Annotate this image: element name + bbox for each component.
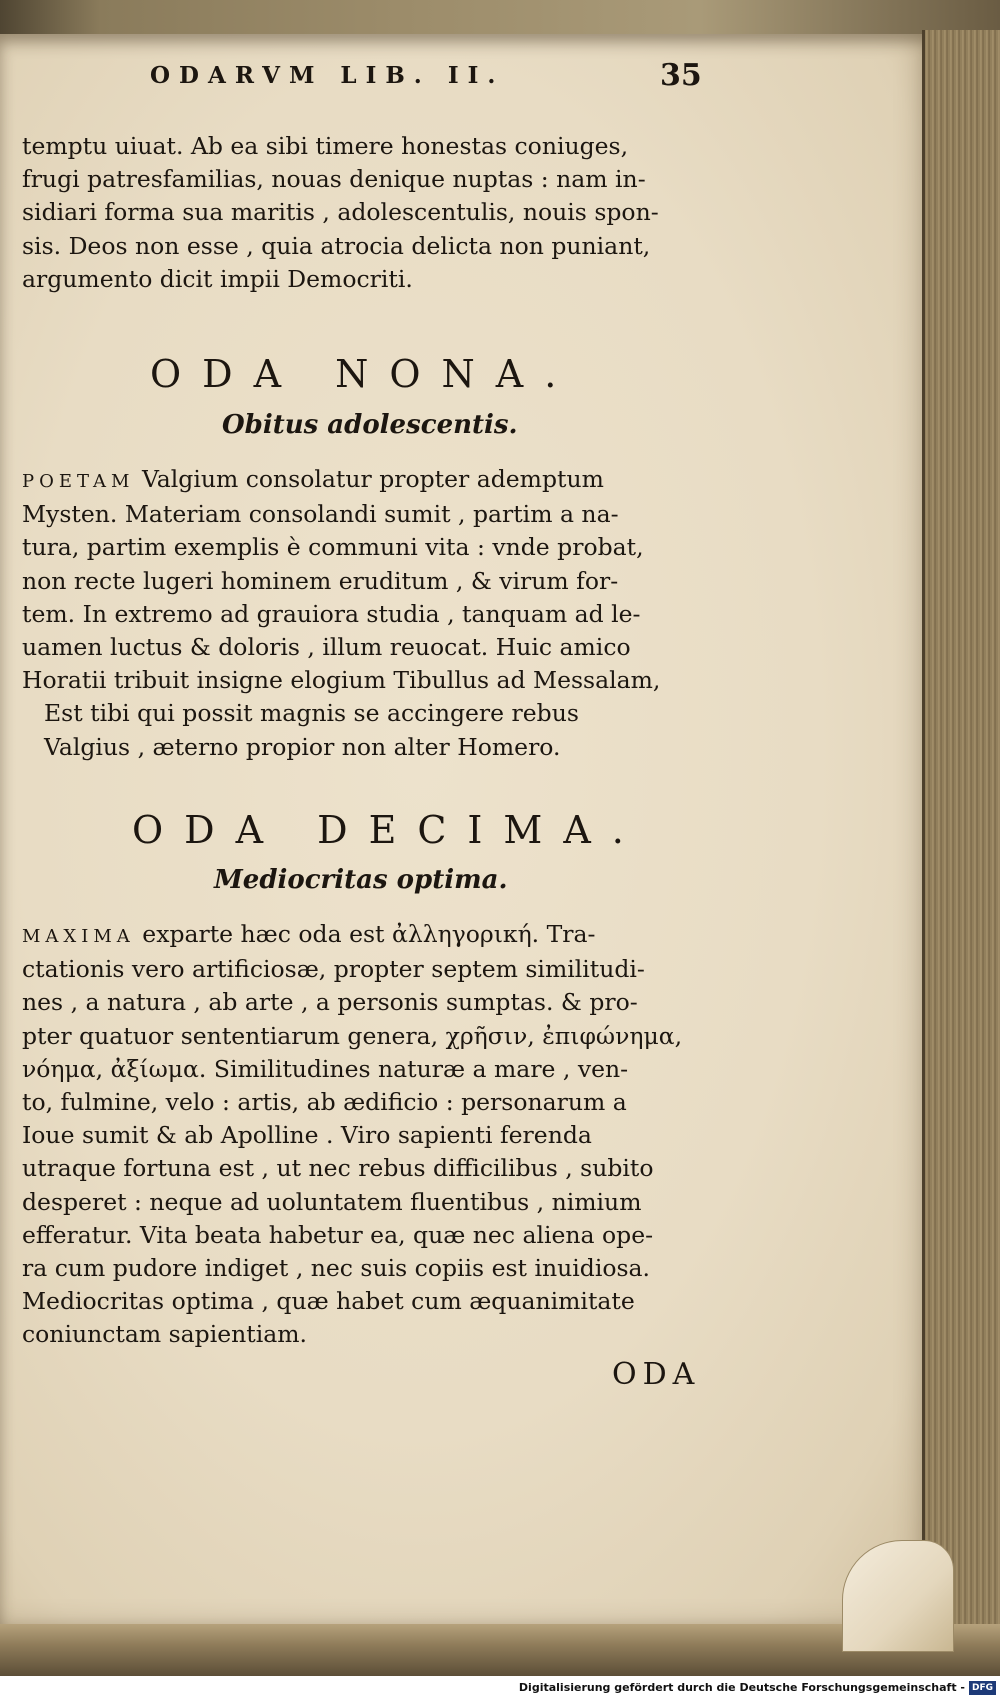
text-line: uamen luctus & doloris , illum reuocat. Huic amico bbox=[22, 633, 631, 662]
text-line: temptu uiuat. Ab ea sibi timere honestas coniuges, bbox=[22, 132, 629, 160]
verse-line: Valgius , æterno propior non alter Homero. bbox=[44, 732, 561, 761]
text-line: ra cum pudore indiget , nec suis copiis est inuidiosa. bbox=[22, 1254, 651, 1283]
verse-line: Est tibi qui possit magnis se accingere rebus bbox=[44, 699, 579, 728]
text-line: Mediocritas optima , quæ habet cum æquanimitate bbox=[22, 1287, 635, 1316]
catchword: ODA bbox=[612, 1357, 701, 1392]
lead-word: POETAM bbox=[22, 471, 135, 492]
text-line: non recte lugeri hominem eruditum , & virum for- bbox=[22, 566, 619, 595]
ode-9-subtitle: Obitus adolescentis. bbox=[222, 410, 518, 440]
text-line: νόημα, ἀξίωμα. Similitudines naturæ a mare , ven- bbox=[22, 1054, 629, 1083]
page-number: 35 bbox=[660, 58, 702, 93]
ode-9-title: ODA NONA. bbox=[150, 352, 578, 396]
ode-10-subtitle: Mediocritas optima. bbox=[214, 865, 508, 895]
book-top-edge bbox=[0, 0, 1000, 36]
text-line bbox=[22, 463, 722, 498]
ode-10-title: ODA DECIMA. bbox=[132, 808, 645, 852]
text-line: ctationis vero artificiosæ, propter septem similitudi- bbox=[22, 955, 645, 984]
paragraph-continuation bbox=[22, 130, 722, 296]
text-line: frugi patresfamilias, nouas denique nuptas : nam in- bbox=[22, 165, 646, 194]
book-fore-edge bbox=[922, 30, 1000, 1630]
ode-10-argument bbox=[22, 918, 722, 1352]
text-line: sis. Deos non esse , quia atrocia delicta non puniant, bbox=[22, 231, 651, 260]
text-line: Mysten. Materiam consolandi sumit , partim a na- bbox=[22, 500, 619, 529]
text-line: Horatii tribuit insigne elogium Tibullus ad Messalam, bbox=[22, 666, 661, 695]
footer-credit-text: Digitalisierung gefördert durch die Deutsche Forschungsgemeinschaft - bbox=[518, 1681, 965, 1694]
page-corner-curl bbox=[842, 1540, 954, 1652]
lead-word: MAXIMA bbox=[22, 926, 135, 947]
text-line: pter quatuor sententiarum genera, χρῆσιν, ἐπιφώνημα, bbox=[22, 1021, 683, 1050]
text-line: tura, partim exemplis è communi vita : vnde probat, bbox=[22, 533, 644, 562]
dfg-logo-icon: DFG bbox=[969, 1681, 996, 1695]
text-line: nes , a natura , ab arte , a personis sumptas. & pro- bbox=[22, 988, 638, 1017]
lead-line-rest: exparte hæc oda est ἀλληγορική. Tra- bbox=[142, 920, 596, 948]
text-line: coniunctam sapientiam. bbox=[22, 1320, 307, 1349]
text-line: to, fulmine, velo : artis, ab ædificio : personarum a bbox=[22, 1088, 627, 1117]
text-line: argumento dicit impii Democriti. bbox=[22, 264, 413, 293]
text-line: tem. In extremo ad grauiora studia , tanquam ad le- bbox=[22, 599, 641, 628]
ode-9-argument bbox=[22, 463, 722, 764]
running-head: ODARVM LIB. II. bbox=[150, 62, 505, 89]
text-line: Ioue sumit & ab Apolline . Viro sapienti ferenda bbox=[22, 1121, 592, 1150]
text-line: efferatur. Vita beata habetur ea, quæ nec aliena ope- bbox=[22, 1220, 654, 1249]
text-line: sidiari forma sua maritis , adolescentulis, nouis spon- bbox=[22, 198, 659, 227]
text-line: desperet : neque ad uoluntatem fluentibus , nimium bbox=[22, 1187, 642, 1216]
digitization-footer bbox=[0, 1676, 1000, 1699]
text-line bbox=[22, 918, 722, 953]
text-line: utraque fortuna est , ut nec rebus difficilibus , subito bbox=[22, 1154, 654, 1183]
lead-line-rest: Valgium consolatur propter ademptum bbox=[141, 465, 604, 493]
